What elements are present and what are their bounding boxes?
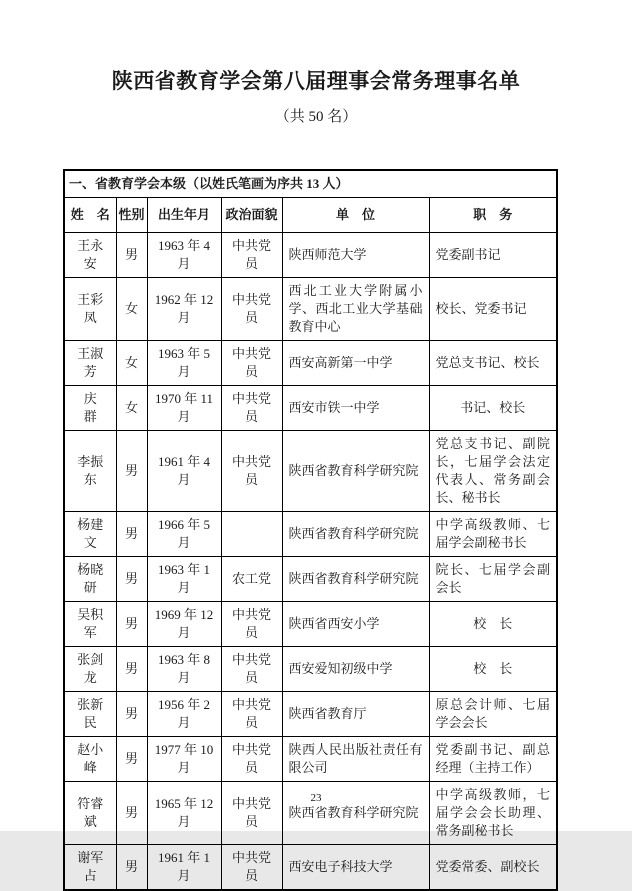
cell-position: 校长、党委书记: [429, 278, 557, 341]
cell-unit: 西安电子科技大学: [282, 845, 429, 891]
cell-gender: 男: [116, 233, 147, 278]
cell-position: 党委副书记、副总经理（主持工作）: [429, 737, 557, 782]
cell-position: 党总支书记、校长: [429, 341, 557, 386]
cell-gender: 男: [116, 845, 147, 891]
cell-gender: 男: [116, 782, 147, 845]
cell-position: 原总会计师、七届学会会长: [429, 692, 557, 737]
cell-unit: 西安爱知初级中学: [282, 647, 429, 692]
cell-name: 杨晓研: [64, 557, 116, 602]
cell-name: 赵小峰: [64, 737, 116, 782]
page-title: 陕西省教育学会第八届理事会常务理事名单: [111, 69, 521, 93]
cell-politics: 中共党员: [221, 431, 282, 512]
column-header-politics: 政治面貌: [221, 198, 282, 233]
cell-name: 庆 群: [64, 386, 116, 431]
cell-politics: 中共党员: [221, 341, 282, 386]
cell-gender: 男: [116, 602, 147, 647]
table-row: [64, 647, 557, 692]
cell-gender: 男: [116, 557, 147, 602]
cell-gender: 女: [116, 278, 147, 341]
cell-unit: 陕西省教育厅: [282, 692, 429, 737]
cell-birth: 1963 年 8 月: [147, 647, 221, 692]
table-row: [64, 692, 557, 737]
cell-politics: [221, 512, 282, 557]
cell-gender: 男: [116, 431, 147, 512]
cell-name: 张新民: [64, 692, 116, 737]
cell-birth: 1961 年 4 月: [147, 431, 221, 512]
cell-position: 校 长: [429, 647, 557, 692]
cell-unit: 陕西省西安小学: [282, 602, 429, 647]
cell-name: 符睿斌: [64, 782, 116, 845]
table-body: [64, 170, 557, 890]
cell-birth: 1956 年 2 月: [147, 692, 221, 737]
cell-unit: 陕西省教育科学研究院: [282, 512, 429, 557]
table-row: [64, 782, 557, 845]
cell-gender: 男: [116, 512, 147, 557]
cell-position: 中学高级教师、七届学会副秘书长: [429, 512, 557, 557]
cell-unit: 西安高新第一中学: [282, 341, 429, 386]
table-row: [64, 386, 557, 431]
cell-birth: 1970 年 11 月: [147, 386, 221, 431]
cell-name: 李振东: [64, 431, 116, 512]
cell-position: 党委常委、副校长: [429, 845, 557, 891]
cell-politics: 中共党员: [221, 386, 282, 431]
cell-gender: 女: [116, 341, 147, 386]
cell-gender: 男: [116, 737, 147, 782]
cell-gender: 男: [116, 692, 147, 737]
cell-politics: 中共党员: [221, 692, 282, 737]
cell-name: 王永安: [64, 233, 116, 278]
cell-position: 校 长: [429, 602, 557, 647]
cell-name: 张剑龙: [64, 647, 116, 692]
table-row: [64, 278, 557, 341]
table-row: [64, 845, 557, 891]
table-row: [64, 737, 557, 782]
cell-unit: 陕西师范大学: [282, 233, 429, 278]
cell-position: 中学高级教师，七届学会会长助理、常务副秘书长: [429, 782, 557, 845]
column-header-gender: 性别: [116, 198, 147, 233]
cell-politics: 中共党员: [221, 782, 282, 845]
column-header-position: 职 务: [429, 198, 557, 233]
table-row: [64, 431, 557, 512]
cell-birth: 1969 年 12 月: [147, 602, 221, 647]
cell-birth: 1963 年 1 月: [147, 557, 221, 602]
cell-name: 王彩凤: [64, 278, 116, 341]
cell-gender: 女: [116, 386, 147, 431]
cell-position: 书记、校长: [429, 386, 557, 431]
table-row: [64, 233, 557, 278]
page-subtitle: （共 50 名）: [274, 109, 358, 125]
table-row: [64, 557, 557, 602]
column-header-name: 姓 名: [64, 198, 116, 233]
cell-birth: 1977 年 10 月: [147, 737, 221, 782]
cell-unit: 西安市铁一中学: [282, 386, 429, 431]
page-number: 23: [310, 792, 322, 804]
cell-politics: 中共党员: [221, 233, 282, 278]
cell-politics: 农工党: [221, 557, 282, 602]
cell-politics: 中共党员: [221, 647, 282, 692]
table-row: [64, 512, 557, 557]
cell-name: 杨建文: [64, 512, 116, 557]
cell-unit: 陕西省教育科学研究院: [282, 431, 429, 512]
cell-politics: 中共党员: [221, 845, 282, 891]
cell-gender: 男: [116, 647, 147, 692]
cell-position: 院长、七届学会副会长: [429, 557, 557, 602]
cell-unit: 西北工业大学附属小学、西北工业大学基础教育中心: [282, 278, 429, 341]
cell-birth: 1963 年 4 月: [147, 233, 221, 278]
table-row: [64, 341, 557, 386]
cell-unit: 陕西省教育科学研究院: [282, 782, 429, 845]
cell-name: 谢军占: [64, 845, 116, 891]
column-header-unit: 单 位: [282, 198, 429, 233]
cell-politics: 中共党员: [221, 278, 282, 341]
table-section-row: [64, 170, 557, 198]
roster-table: [63, 169, 558, 891]
table-row: [64, 602, 557, 647]
section-header: 一、省教育学会本级（以姓氏笔画为序共 13 人）: [64, 170, 557, 198]
cell-birth: 1966 年 5 月: [147, 512, 221, 557]
cell-politics: 中共党员: [221, 602, 282, 647]
cell-birth: 1961 年 1 月: [147, 845, 221, 891]
cell-birth: 1965 年 12 月: [147, 782, 221, 845]
column-header-birth: 出生年月: [147, 198, 221, 233]
cell-birth: 1962 年 12 月: [147, 278, 221, 341]
cell-position: 党委副书记: [429, 233, 557, 278]
cell-unit: 陕西人民出版社责任有限公司: [282, 737, 429, 782]
cell-name: 王淑芳: [64, 341, 116, 386]
cell-politics: 中共党员: [221, 737, 282, 782]
cell-birth: 1963 年 5 月: [147, 341, 221, 386]
cell-position: 党总支书记、副院长，七届学会法定代表人、常务副会长、秘书长: [429, 431, 557, 512]
table-header-row: [64, 198, 557, 233]
cell-unit: 陕西省教育科学研究院: [282, 557, 429, 602]
cell-name: 吴积军: [64, 602, 116, 647]
